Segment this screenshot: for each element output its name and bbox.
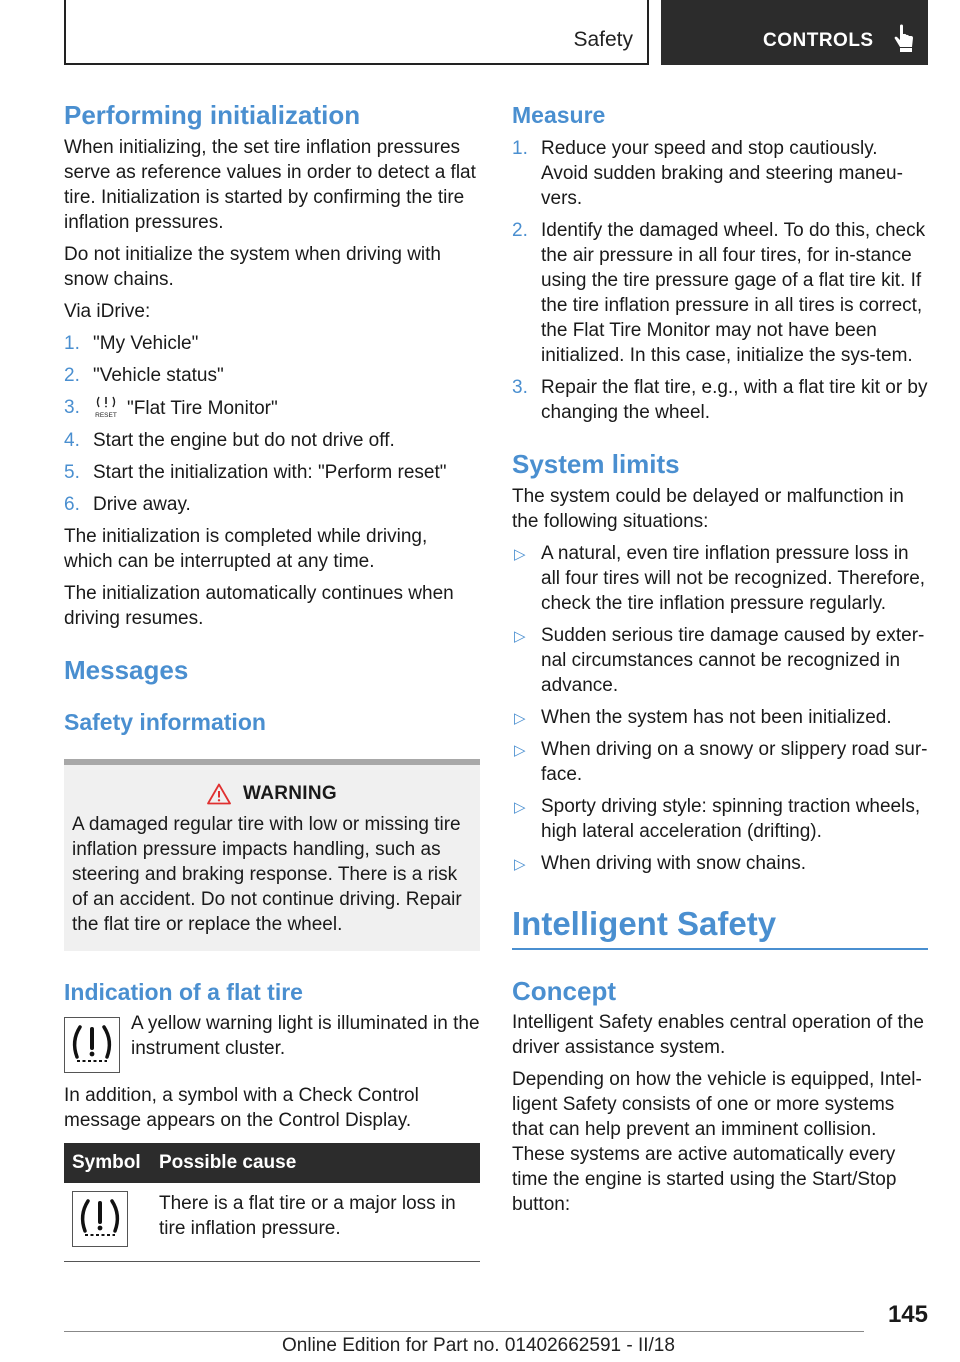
header-section-box [64,0,649,65]
concept-paragraph-2: Depending on how the vehicle is equipped, Intel-ligent Safety consists of one or more systems that can help prevent an imminent collision. These systems are active automatically every time the engine is started using the Start/Stop button: [512,1069,922,1215]
bullet-icon: ▷ [514,742,526,759]
init-paragraph-4: The initialization is completed while driving, which can be interrupted at any time. [64,526,428,572]
tire-reset-icon [93,395,121,419]
list-text: Identify the damaged wheel. To do this, check the air pressure in all four tires, for in-stance using the tire pressure gage of a flat tire kit. If the tire inflation pressure in all tires is correct, the Flat Tire Monitor may not have been initialized. In this case, initialize the sys-tem. [541,220,926,366]
limits-list [512,541,928,876]
symbol-cell [64,1183,151,1262]
list-number: 1. [512,138,528,159]
limits-heading: System limits [512,449,680,479]
init-paragraph-5: The initialization automatically continues when driving resumes. [64,583,454,629]
list-text: Repair the flat tire, e.g., with a flat tire kit or by changing the wheel. [541,377,928,423]
symbol-table [64,1143,480,1262]
list-number: 6. [64,494,80,515]
concept-heading: Concept [512,976,616,1006]
list-item [512,218,928,368]
warning-triangle-icon [207,783,231,805]
list-number: 3. [64,397,80,418]
list-number: 5. [64,462,80,483]
column-header-symbol: Symbol [64,1143,151,1183]
list-text: "My Vehicle" [93,333,199,354]
header-chapter-label: CONTROLS [763,30,874,51]
safety-info-heading: Safety information [64,709,266,735]
list-text: Start the initialization with: "Perform reset" [93,462,447,483]
bullet-icon: ▷ [514,628,526,645]
list-text: When the system has not been initialized. [541,707,892,728]
warning-title: WARNING [243,783,337,804]
header-chapter-box [661,0,928,65]
svg-text:RESET: RESET [95,412,117,419]
right-column [512,100,928,1224]
measure-list [512,136,928,425]
footer-divider [64,1331,864,1332]
list-item [64,428,480,453]
list-text: A natural, even tire inflation pressure loss in all four tires will not be recognized. Therefore, check the tire inflation pressure regularly. [541,543,926,614]
table-row [64,1183,480,1262]
warning-box [64,759,480,951]
list-text: When driving on a snowy or slippery road sur-face. [541,739,928,785]
list-item [512,541,928,616]
warning-text: A damaged regular tire with low or missing tire inflation pressure impacts handling, such as steering and braking response. There is a risk of an accident. Do not continue driving. Repair the flat tire or replace the wheel. [72,814,462,935]
bullet-icon: ▷ [514,856,526,873]
bullet-icon: ▷ [514,546,526,563]
list-text: When driving with snow chains. [541,853,807,874]
page-number: 145 [887,1301,928,1328]
list-item [64,363,480,388]
indication-text: A yellow warning light is illuminated in the instrument cluster. [131,1013,480,1059]
init-paragraph-3: Via iDrive: [64,301,151,322]
limits-intro: The system could be delayed or malfunction in the following situations: [512,486,904,532]
list-text: Reduce your speed and stop cautiously. Avoid sudden braking and steering maneu-vers. [541,138,903,209]
init-paragraph-2: Do not initialize the system when driving with snow chains. [64,244,442,290]
list-item [64,492,480,517]
init-paragraph-1: When initializing, the set tire inflation pressures serve as reference values in order to detect a flat tire. Initialization is started by confirming the tire inflation pressures. [64,137,476,233]
flat-tire-warning-icon [72,1191,128,1247]
list-number: 3. [512,377,528,398]
list-item [512,794,928,844]
hand-pointer-icon [892,24,916,54]
concept-paragraph-1: Intelligent Safety enables central operation of the driver assistance system. [512,1012,924,1058]
column-header-cause: Possible cause [151,1143,480,1183]
list-text: "Vehicle status" [93,365,224,386]
list-number: 4. [64,430,80,451]
list-number: 2. [512,220,528,241]
addition-text: In addition, a symbol with a Check Control message appears on the Control Display. [64,1085,419,1131]
list-item [512,705,928,730]
list-item [64,395,480,421]
indication-row [64,1011,480,1073]
init-steps-list [64,331,480,517]
bullet-icon: ▷ [514,710,526,727]
intelligent-heading: Intelligent Safety [512,905,777,942]
list-text: Sudden serious tire damage caused by exter-nal circumstances cannot be recognized in advance. [541,625,925,696]
list-number: 2. [64,365,80,386]
measure-heading: Measure [512,102,606,128]
footer-edition: Online Edition for Part no. 01402662591 - II/18 [282,1335,675,1356]
left-column [64,100,480,1262]
list-text: "Flat Tire Monitor" [127,398,278,419]
list-number: 1. [64,333,80,354]
list-item [512,737,928,787]
bullet-icon: ▷ [514,799,526,816]
indication-heading: Indication of a flat tire [64,979,303,1005]
list-item [512,851,928,876]
cause-cell: There is a flat tire or a major loss in tire inflation pressure. [151,1183,480,1262]
list-item [512,136,928,211]
list-text: Start the engine but do not drive off. [93,430,395,451]
header-section-label: Safety [573,28,633,51]
init-heading: Performing initialization [64,100,361,130]
list-item [64,331,480,356]
list-text: Sporty driving style: spinning traction wheels, high lateral acceleration (drifting). [541,796,921,842]
flat-tire-warning-icon [64,1017,120,1073]
list-item [512,375,928,425]
table-header-row [64,1143,480,1183]
list-item [64,460,480,485]
warning-header [72,783,472,805]
intelligent-heading-block [512,902,928,950]
list-item [512,623,928,698]
messages-heading: Messages [64,655,189,685]
list-text: Drive away. [93,494,191,515]
